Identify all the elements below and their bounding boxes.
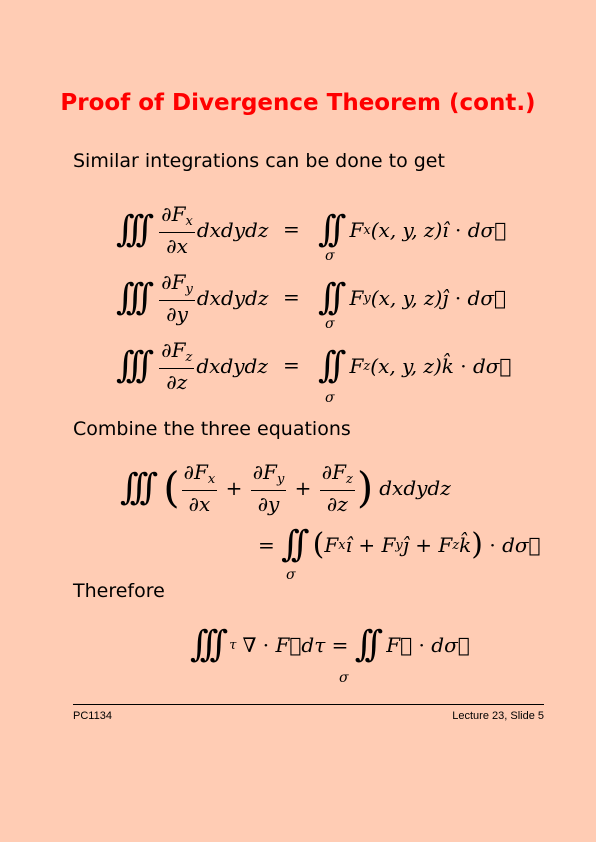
footer-slide-ref: Lecture 23, Slide 5: [452, 710, 544, 722]
footer-divider: [73, 704, 544, 705]
footer-course: PC1134: [73, 710, 112, 722]
equation-y: ∫∫∫ $\frac{\partial F_y}{\partial y}$ dxdydz = ∫∫ F y (x, y, z) ĵ · d σ⃗ σ: [116, 270, 507, 332]
divergence-theorem: ∫∫∫ τ ∇ · F⃗ dτ = ∫∫ F⃗ · d σ⃗: [190, 624, 470, 665]
sigma-subscript-final: σ: [339, 670, 349, 686]
equation-z: ∫∫∫ $\frac{\partial F_z}{\partial z}$ dxdydz = ∫∫ F z (x, y, z) k̂ · d σ⃗ σ: [116, 338, 512, 406]
slide-title: Proof of Divergence Theorem (cont.): [60, 90, 536, 116]
sigma-subscript: σ: [286, 567, 296, 583]
equation-x: ∫∫∫ $\frac{\partial F_x}{\partial x}$ dxdydz = ∫∫ F x (x, y, z) î · d σ⃗ σ: [116, 202, 507, 264]
combined-equation-line1: ∫∫∫ ( $\frac{\partial F_x}{\partial x}$ + $\frac{\partial F_y}{\partial y}$ + $\frac{\partial F_z}{\partial z}$ ) dxdydz: [120, 460, 451, 516]
combined-equation-line2: = ∫∫ ( F x î + F y ĵ + F z k̂ ) · d σ⃗: [258, 524, 541, 565]
combine-text: Combine the three equations: [73, 418, 351, 440]
intro-text: Similar integrations can be done to get: [73, 150, 445, 172]
therefore-text: Therefore: [73, 580, 165, 602]
